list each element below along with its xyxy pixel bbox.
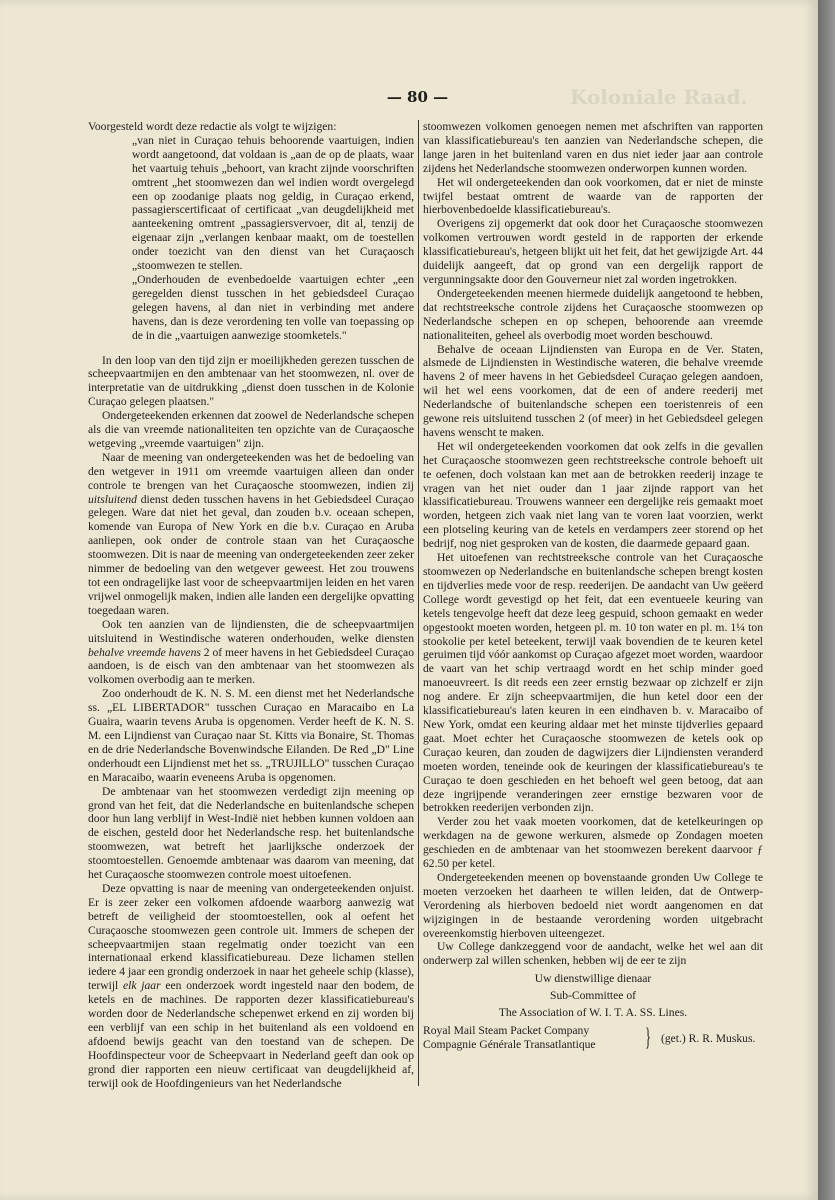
paragraph-text: Ook ten aanzien van de lijndiensten, die de scheepvaartmijen uitsluitend in Westindische wateren onderhouden, welke diensten	[88, 617, 414, 645]
paragraph	[88, 618, 414, 688]
emphasis-text: behalve vreemde havens	[88, 645, 201, 659]
paragraph	[88, 882, 414, 1091]
paragraph: Ondergeteekenden meenen op bovenstaande gronden Uw College te moeten verzoeken het daarheen te willen leiden, dat de Ontwerp-Verordening als hierboven bedoeld niet wordt aangenomen en dat wijzigingen in de bestaande verordening worden uitgebracht overeenkomstig hierboven uiteengezet.	[423, 870, 763, 940]
right-column	[423, 120, 763, 1054]
paragraph-text: Deze opvatting is naar de meening van ondergeteekenden onjuist. Er is zeer zeker een volkomen afdoende waarborg aanwezig wat betreft de veiligheid der stoomtoestellen, ook al oefent het Curaçaosche stoomwezen geen controle uit. Immers de schepen der scheepvaartmijen staan regelmatig onder toezicht van een internationaal erkend klassificatiebureau. Deze lichamen stellen iedere 4 jaar een grondig onderzoek in naar het geheele schip (klasse), terwijl	[88, 881, 414, 993]
paragraph-text: Naar de meening van ondergeteekenden was het de bedoeling van den wetgever in 1911 om vreemde vaartuigen alleen dan onder controle te brengen van het Curaçaosche stoomwezen, indien zij	[88, 450, 414, 492]
paragraph: stoomwezen volkomen genoegen nemen met afschriften van rapporten van klassificatiebureau's ten aanzien van Nederlandsche schepen, die lange jaren in het buitenland varen en dus niet ieder jaar aan controle zijdens het Nederlandsche stoomwezen onderworpen kunnen worden.	[423, 120, 763, 175]
emphasis-text: elk jaar	[123, 979, 161, 993]
signature-block	[423, 972, 763, 1020]
binding-edge	[818, 0, 835, 1200]
column-divider	[418, 120, 419, 1086]
paragraph: Uw College dankzeggend voor de aandacht, welke het wel aan dit onderwerp zal willen schenken, hebben wij de eer te zijn	[423, 940, 763, 968]
paragraph: Overigens zij opgemerkt dat ook door het Curaçaosche stoomwezen volkomen vertrouwen wordt gesteld in de rapporten der erkende klassificatiebureau's, hetgeen blijkt uit het feit, dat het gewijzigde Art. 44 duidelijk aangeeft, dat op grond van een dergelijk rapport de vergunningsakte door den Gouverneur niet zal worden ingetrokken.	[423, 217, 763, 286]
quote-paragraph-2: „Onderhouden de evenbedoelde vaartuigen echter „een geregelden dienst tusschen in het gebiedsdeel Curaçao gelegen havens, al dan niet in verbinding met andere havens, dan is deze verordening ten volle van toepassing op de in die „vaartuigen aanwezige stoomketels."	[132, 272, 414, 342]
paragraph-text: een onderzoek wordt ingesteld naar den bodem, de ketels en de machines. De rapporten dezer klassificatiebureau's worden door de Nederlandsche schepenwet erkend en zij worden bij een verblijf van een schip in het buitenland als een voldoend en afdoend bewijs geacht van den toestand van de schepen. De Hoofdinspecteur voor de Scheepvaart in Nederland geeft dan ook op grond dier rapporten een nieuw certificaat van deugdelijkheid af, terwijl ook de Hoofdingenieurs van het Nederlandsche	[88, 979, 414, 1090]
paragraph: Ondergeteekenden meenen hiermede duidelijk aangetoond te hebben, dat rechtstreeksche controle zijdens het Curaçaosche stoomwezen op Nederlandsche schepen en op schepen, behoorende aan vreemde nationaliteiten, geheel als overbodig moet worden beschouwd.	[423, 286, 763, 342]
company-signatories	[423, 1024, 763, 1054]
company-name: Compagnie Générale Transatlantique	[423, 1037, 596, 1051]
paragraph-text: 2 of meer havens in het Gebiedsdeel Curaçao aandoen, is de eisch van den ambtenaar van het stoomwezen als volkomen overbodig aan te merken.	[88, 645, 414, 687]
proposed-text-quote	[132, 134, 414, 343]
brace-icon: }	[645, 1024, 651, 1051]
committee-line: Sub-Committee of	[550, 989, 636, 1003]
paragraph: Verder zou het vaak moeten voorkomen, dat de ketelkeuringen op werkdagen na de gewone werkuren, alsmede op Zondagen moeten geschieden en de ambtenaar van het stoomwezen berekent daarvoor ƒ 62.50 per ketel.	[423, 815, 763, 871]
intro-paragraph: Voorgesteld wordt deze redactie als volgt te wijzigen:	[88, 120, 337, 133]
paragraph: Zoo onderhoudt de K. N. S. M. een dienst met het Nederlandsche ss. „EL LIBERTADOR" tusschen Curaçao en Maracaibo en La Guaira, waarin tevens Aruba is opgenomen. Verder heeft de K. N. S. M. een Lijndienst van Curaçao naar St. Kitts via Bonaire, St. Thomas en de drie Nederlandsche Bovenwindsche Eilanden. De Red „D" Line onderhoudt een Lijndienst met het ss. „TRUJILLO" tusschen Curaçao en Maracaibo, waarin eveneens Aruba is opgenomen.	[88, 687, 414, 784]
paragraph	[88, 451, 414, 618]
paragraph-text: dienst deden tusschen havens in het Gebiedsdeel Curaçao gelegen. Ware dat niet het geval, dan zouden b.v. oceaan schepen, komende van Europa of New York en die b.v. Curaçao en Aruba aanliepen, ook onder de controle staan van het Curaçaosche stoomwezen. Dit is naar de meening van ondergeteekenden zeer zeker nimmer de bedoeling van den wetgever geweest. Het zou trouwens tot een ondragelijke last voor de scheepvaartmijen leiden en het varen vrijwel onmogelijk maken, indien alle landen een dergelijke opvatting toegedaan waren.	[88, 492, 414, 617]
company-name: Royal Mail Steam Packet Company	[423, 1024, 590, 1037]
quote-paragraph-1: „van niet in Curaçao tehuis behoorende vaartuigen, indien wordt aangetoond, dat voldaan is „aan de op de plaats, waar het vaartuig tehuis „behoort, van kracht zijnde voorschriften omtrent „het stoomwezen dan wel indien wordt overgelegd een op zoodanige plaats nog geldig, in Curaçao erkend, passagierscertificaat of certificaat „van deugdelijkheid met aanteekening omtrent „passagiersvervoer, dit al, tenzij de eigenaar zijn „verlangen kenbaar maakt, om de toestellen onder toezicht van den dienst van het Curaçaosch „stoomwezen te stellen.	[132, 133, 414, 273]
paragraph: De ambtenaar van het stoomwezen verdedigt zijn meening op grond van het feit, dat die Nederlandsche en buitenlandsche schepen door hun lang verblijf in West-Indië niet hebben kunnen voldoen aan de eischen, gesteld door het Nederlandsche resp. het buitenlandsche stoomwezen, wat betreft het jaarlijksche onderzoek der stoomtoestellen. Genoemde ambtenaar was daarom van meening, dat het Curaçaosche stoomwezen controle moest uitoefenen.	[88, 784, 414, 882]
paragraph: In den loop van den tijd zijn er moeilijkheden gerezen tusschen de scheepvaartmijen en den ambtenaar van het stoomwezen, nl. over de interpretatie van de uitdrukking „dienst doen tusschen in de Kolonie Curaçao gelegen plaatsen."	[88, 353, 414, 409]
emphasis-text: uitsluitend	[88, 492, 137, 506]
association-line: The Association of W. I. T. A. SS. Lines.	[498, 1006, 688, 1020]
faded-header: Koloniale Raad.	[570, 85, 748, 109]
paragraph: Ondergeteekenden erkennen dat zoowel de Nederlandsche schepen als die van vreemde nationaliteiten ten opzichte van de Curaçaosche wetgeving „vreemde vaartuigen" zijn.	[88, 409, 414, 450]
paragraph: Het wil ondergeteekenden voorkomen dat ook zelfs in die gevallen het Curaçaosche stoomwezen geen rechtstreeksche controle behoeft uit te oefenen, doch volstaan kan met aan de betrokken reederij inzage te vragen van het niet ouder dan 1 jaar zijnde rapport van het klassificatiebureau. Trouwens wanneer een dergelijke reis gemaakt moet worden, hetgeen zich vaak niet lang van te voren laat voorzien, werkt een plotseling keuring van de ketels en verdampers zeer storend op het bedrijf, nog niet gesproken van de kosten, die daarmede gepaard gaan.	[423, 439, 763, 551]
paragraph: Behalve de oceaan Lijndiensten van Europa en de Ver. Staten, alsmede de Lijndiensten in Westindische wateren, die behalve vreemde havens 2 of meer havens in het Gebiedsdeel Curaçao gelegen aandoen, wil het wel eens voorkomen, dat de een of andere reederij met Nederlandsche of buitenlandsche schepen een toeristenreis of een gewone reis uitsluitend tusschen 2 (of meer) in het Gebiedsdeel gelegen havens wenscht te maken.	[423, 342, 763, 439]
left-column	[88, 120, 414, 1091]
closing-line: Uw dienstwillige dienaar	[534, 972, 652, 986]
paragraph: Het uitoefenen van rechtstreeksche controle van het Curaçaosche stoomwezen op Nederlandsche en buitenlandsche schepen brengt kosten en tijdverlies mede voor de resp. reederijen. De aandacht van Uw geëerd College wordt gevestigd op het feit, dat een eventueele keuring van ketels tengevolge heeft dat deze leeg gespuid, schoon gemaakt en weder opgestookt moeten worden, hetgeen pl. m. 10 ton water en pl. m. 1¼ ton stookolie per ketel beteekent, terwijl vaak bovendien de te keuren ketel geruimen tijd vóór aankomst op Curaçao afgezet moet worden, waardoor de vaart van het schip vertraagd wordt en het schip minder goed manoeuvreert. Is dit reeds een zeer ernstig bezwaar op zichzelf er zijn nog andere. Er zijn scheepvaartmijen, die hun ketel door een der klassificatiebureau's laten keuren in een eindhaven b. v. Maracaibo of New York, omdat een keuring aldaar met het minste tijdverlies gepaard gaat. Moet echter het Curaçaosche stoomwezen de ketels ook op Curaçao keuren, dan zouden de dagwijzers dier Lijndiensten veranderd moeten worden, teneinde ook de keuringen der klassificatiebureau's te Curaçao te doen geschieden en het behoeft wel geen betoog, dat aan deze ingrijpende veranderingen zeer ernstige bezwaren voor de betrokken reederijen verbonden zijn.	[423, 551, 763, 815]
company-names	[423, 1024, 596, 1052]
paragraph: Het wil ondergeteekenden dan ook voorkomen, dat er niet de minste twijfel bestaat omtrent de waarde van de rapporten der hierbovenbedoelde klassificatiebureau's.	[423, 175, 763, 217]
page-number: — 80 —	[386, 88, 449, 106]
signer-name: (get.) R. R. Muskus.	[661, 1032, 756, 1045]
